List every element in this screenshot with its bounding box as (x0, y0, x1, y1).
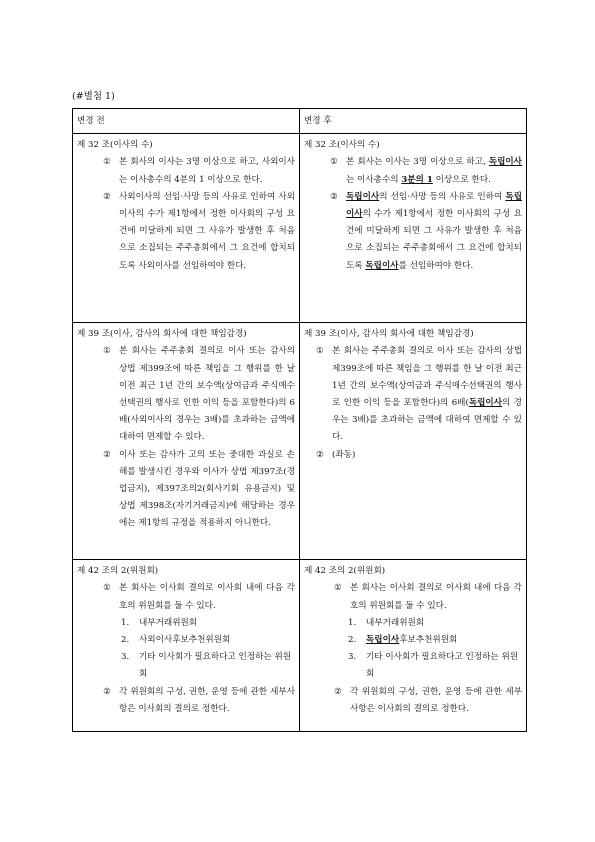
clause (304, 189, 522, 275)
clause (77, 189, 295, 275)
clause (77, 580, 295, 614)
amended-term: 독립이사 (365, 260, 399, 271)
clause (77, 343, 295, 446)
article-title: 제 32 조(이사의 수) (77, 140, 153, 151)
clause-number: ② (103, 686, 111, 697)
clause-text: 사외이사의 선임·사망 등의 사유로 인하여 사외이사의 수가 제1항에서 정한 이사회의 구성 요건에 미달하게 되면 그 사유가 발생한 후 처음으로 소집되는 주주총회에서 그 요건에 합치되도록 사외이사를 선임하여야 한다. (119, 191, 295, 271)
clause-number: ② (334, 686, 342, 697)
clause-text: 본 회사의 이사는 3명 이상으로 하고, 사외이사는 이사총수의 4분의 1 이상으로 한다. (119, 157, 295, 185)
amendment-comparison-table (72, 108, 527, 732)
cell-before-art42-2 (73, 560, 300, 732)
amended-term: 독립이사 (468, 398, 503, 409)
clause-text: 본 회사는 이사는 3명 이상으로 하고, 독립이사는 이사총수의 3분의 1 이상으로 한다. (346, 157, 522, 185)
article-title: 제 32 조(이사의 수) (304, 140, 380, 151)
amended-term: 독립이사 (346, 191, 522, 220)
article-title: 제 42 조의 2(위원회) (304, 566, 386, 577)
table-header-row (73, 109, 527, 134)
clause-text: 각 위원회의 구성, 권한, 운영 등에 관한 세부사항은 이사회의 결의로 정한다. (350, 686, 522, 714)
table-row (73, 134, 527, 323)
clause-number: ② (103, 191, 111, 202)
list-item: 1. 내부거래위원회 (121, 617, 198, 628)
article-title: 제 42 조의 2(위원회) (77, 566, 159, 577)
clause-number: ① (316, 346, 324, 357)
table-row (73, 323, 527, 560)
clause-text: 본 회사는 주주총회 결의로 이사 또는 감사의 상법 제399조에 따른 책임을 그 행위를 한 날 이전 최근 1년 간의 보수액(상여금과 주식매수선택권의 행사로 인한 이익 등을 포함한다)의 6배(독립이사의 경우는 3배)를 초과하는 금액에 대하여 면제할 수 있다. (332, 346, 522, 443)
list-item: 2. 사외이사후보추천위원회 (121, 635, 231, 646)
article-title: 제 39 조(이사, 감사의 회사에 대한 책임감경) (77, 329, 247, 340)
amended-term: 독립이사 (346, 191, 380, 202)
clause-text: 본 회사는 이사회 결의로 이사회 내에 다음 각호의 위원회를 둘 수 있다. (350, 583, 522, 611)
clause-number: ① (330, 157, 338, 168)
clause-text: 독립이사의 선임·사망 등의 사유로 인하여 독립이사의 수가 제1항에서 정한 이사회의 구성 요건에 미달하게 되면 그 사유가 발생한 후 처음으로 소집되는 주주총회에서 그 요건에 합치되도록 독립이사를 선임하여야 한다. (346, 191, 522, 271)
clause-number: ① (103, 346, 111, 357)
list-item: 3. 기타 이사회가 필요하다고 인정하는 위원회 (121, 652, 292, 680)
clause (304, 580, 522, 614)
clause-number: ① (334, 583, 342, 594)
clause-number: ② (103, 449, 111, 460)
clause (304, 154, 522, 188)
clause-number: ① (103, 583, 111, 594)
list-item: 1. 내부거래위원회 (348, 617, 425, 628)
clause-number: ② (330, 191, 338, 202)
header-before: 변경 전 (73, 109, 300, 134)
clause-text: 이사 또는 감사가 고의 또는 중대한 과실로 손해를 발생시킨 경우와 이사가 상법 제397조(경업금지), 제397조의2(회사기회 유용금지) 및 상법 제398조(자기거래금지)에 해당하는 경우에는 제1항의 규정을 적용하지 아니한다. (119, 449, 295, 529)
amended-term: 3분의 1 (401, 174, 433, 185)
cell-after-art32 (300, 134, 527, 323)
clause (304, 343, 522, 446)
cell-before-art32 (73, 134, 300, 323)
clause (304, 684, 522, 718)
clause (77, 447, 295, 533)
cell-after-art42-2 (300, 560, 527, 732)
clause-number: ② (316, 449, 324, 460)
clause-text: (좌동) (332, 449, 356, 460)
clause (77, 154, 295, 188)
attachment-label: (#별첨 1) (72, 91, 115, 102)
clause (77, 684, 295, 718)
list-item: 2. 독립이사후보추천위원회 (348, 635, 458, 646)
clause-text: 본 회사는 이사회 결의로 이사회 내에 다음 각호의 위원회를 둘 수 있다. (119, 583, 295, 611)
header-after: 변경 후 (300, 109, 527, 134)
clause-text: 각 위원회의 구성, 권한, 운영 등에 관한 세부사항은 이사회의 결의로 정한다. (119, 686, 295, 714)
clause-number: ① (103, 157, 111, 168)
clause (304, 447, 522, 464)
list-item: 3. 기타 이사회가 필요하다고 인정하는 위원회 (348, 652, 519, 680)
amended-term: 독립이사 (366, 635, 400, 646)
amended-term: 독립이사 (488, 157, 522, 168)
cell-after-art39 (300, 323, 527, 560)
clause-text: 본 회사는 주주총회 결의로 이사 또는 감사의 상법 제399조에 따른 책임을 그 행위를 한 날 이전 최근 1년 간의 보수액(상여금과 주식매수선택권의 행사로 인한 이익 등을 포함한다)의 6배(사외이사의 경우는 3배)를 초과하는 금액에 대하여 면제할 수 있다. (119, 346, 295, 443)
table-row (73, 560, 527, 732)
cell-before-art39 (73, 323, 300, 560)
article-title: 제 39 조(이사, 감사의 회사에 대한 책임감경) (304, 329, 474, 340)
